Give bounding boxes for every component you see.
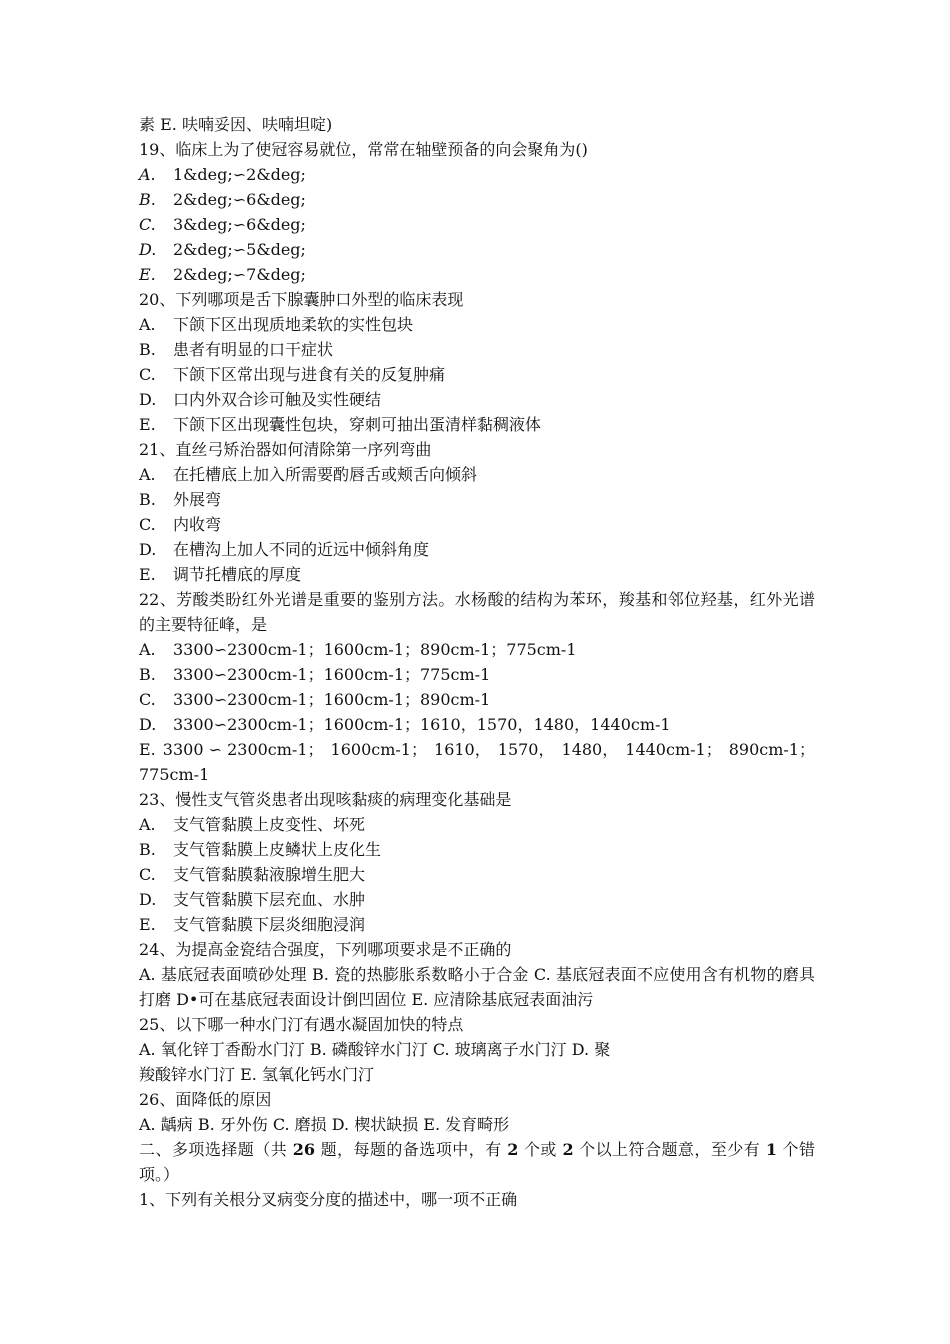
option-22-b: B. 3300∽2300cm-1；1600cm-1；775cm-1 <box>139 665 491 684</box>
question-23: 23、慢性支气管炎患者出现咳黏痰的病理变化基础是 <box>139 790 512 809</box>
multi-question-1: 1、下列有关根分叉病变分度的描述中，哪一项不正确 <box>139 1190 518 1209</box>
option-19-a: A. 1&deg;∽2&deg; <box>139 165 306 184</box>
question-26: 26、面降低的原因 <box>139 1090 272 1109</box>
question-25-options-continued: 羧酸锌水门汀 E. 氢氧化钙水门汀 <box>139 1065 374 1084</box>
option-21-e: E. 调节托槽底的厚度 <box>139 565 302 584</box>
option-19-b: B. 2&deg;∽6&deg; <box>139 190 306 209</box>
question-25: 25、以下哪一种水门汀有遇水凝固加快的特点 <box>139 1015 464 1034</box>
question-24-options: A. 基底冠表面喷砂处理 B. 瓷的热膨胀系数略小于合金 C. 基底冠表面不应使用含有机物的磨具打磨 D•可在基底冠表面设计倒凹固位 E. 应清除基底冠表面油污 <box>139 965 815 1009</box>
question-19: 19、临床上为了使冠容易就位，常常在轴壁预备的向会聚角为() <box>139 140 588 159</box>
question-20: 20、下列哪项是舌下腺囊肿口外型的临床表现 <box>139 290 464 309</box>
question-21: 21、直丝弓矫治器如何清除第一序列弯曲 <box>139 440 432 459</box>
question-24: 24、为提高金瓷结合强度，下列哪项要求是不正确的 <box>139 940 512 959</box>
question-25-options: A. 氧化锌丁香酚水门汀 B. 磷酸锌水门汀 C. 玻璃离子水门汀 D. 聚 <box>139 1040 611 1059</box>
question-22: 22、芳酸类盼红外光谱是重要的鉴别方法。水杨酸的结构为苯环，羧基和邻位羟基，红外光谱的主要特征峰，是 <box>139 590 815 634</box>
option-22-e-continued: 775cm-1 <box>139 765 210 784</box>
option-23-a: A. 支气管黏膜上皮变性、坏死 <box>139 815 366 834</box>
option-20-b: B. 患者有明显的口干症状 <box>139 340 334 359</box>
option-19-d: D. 2&deg;∽5&deg; <box>139 240 306 259</box>
option-20-d: D. 口内外双合诊可触及实性硬结 <box>139 390 382 409</box>
option-20-e: E. 下颌下区出现囊性包块，穿刺可抽出蛋清样黏稠液体 <box>139 415 542 434</box>
option-20-c: C. 下颌下区常出现与进食有关的反复肿痛 <box>139 365 446 384</box>
option-22-e: E. 3300 ∽ 2300cm-1； 1600cm-1； 1610， 1570， 1480， 1440cm-1； 890cm-1； <box>139 740 815 759</box>
question-26-options: A. 龋病 B. 牙外伤 C. 磨损 D. 楔状缺损 E. 发育畸形 <box>139 1115 510 1134</box>
option-21-d: D. 在槽沟上加人不同的近远中倾斜角度 <box>139 540 430 559</box>
option-23-b: B. 支气管黏膜上皮鳞状上皮化生 <box>139 840 382 859</box>
option-21-a: A. 在托槽底上加入所需要酌唇舌或颊舌向倾斜 <box>139 465 478 484</box>
option-22-d: D. 3300∽2300cm-1；1600cm-1；1610，1570，1480，1440cm-1 <box>139 715 671 734</box>
option-23-d: D. 支气管黏膜下层充血、水肿 <box>139 890 366 909</box>
option-22-a: A. 3300∽2300cm-1；1600cm-1；890cm-1；775cm-1 <box>139 640 577 659</box>
option-22-c: C. 3300∽2300cm-1；1600cm-1；890cm-1 <box>139 690 491 709</box>
section-2-heading: 二、多项选择题（共 26 题，每题的备选项中，有 2 个或 2 个以上符合题意，至少有 1 个错项。） <box>139 1140 815 1184</box>
option-21-b: B. 外展弯 <box>139 490 222 509</box>
option-20-a: A. 下颌下区出现质地柔软的实性包块 <box>139 315 414 334</box>
option-19-e: E. 2&deg;∽7&deg; <box>139 265 306 284</box>
option-23-e: E. 支气管黏膜下层炎细胞浸润 <box>139 915 366 934</box>
option-21-c: C. 内收弯 <box>139 515 222 534</box>
text-line: 素 E. 呋喃妥因、呋喃坦啶) <box>139 115 333 134</box>
document-body <box>139 112 815 1212</box>
option-19-c: C. 3&deg;∽6&deg; <box>139 215 306 234</box>
option-23-c: C. 支气管黏膜黏液腺增生肥大 <box>139 865 366 884</box>
